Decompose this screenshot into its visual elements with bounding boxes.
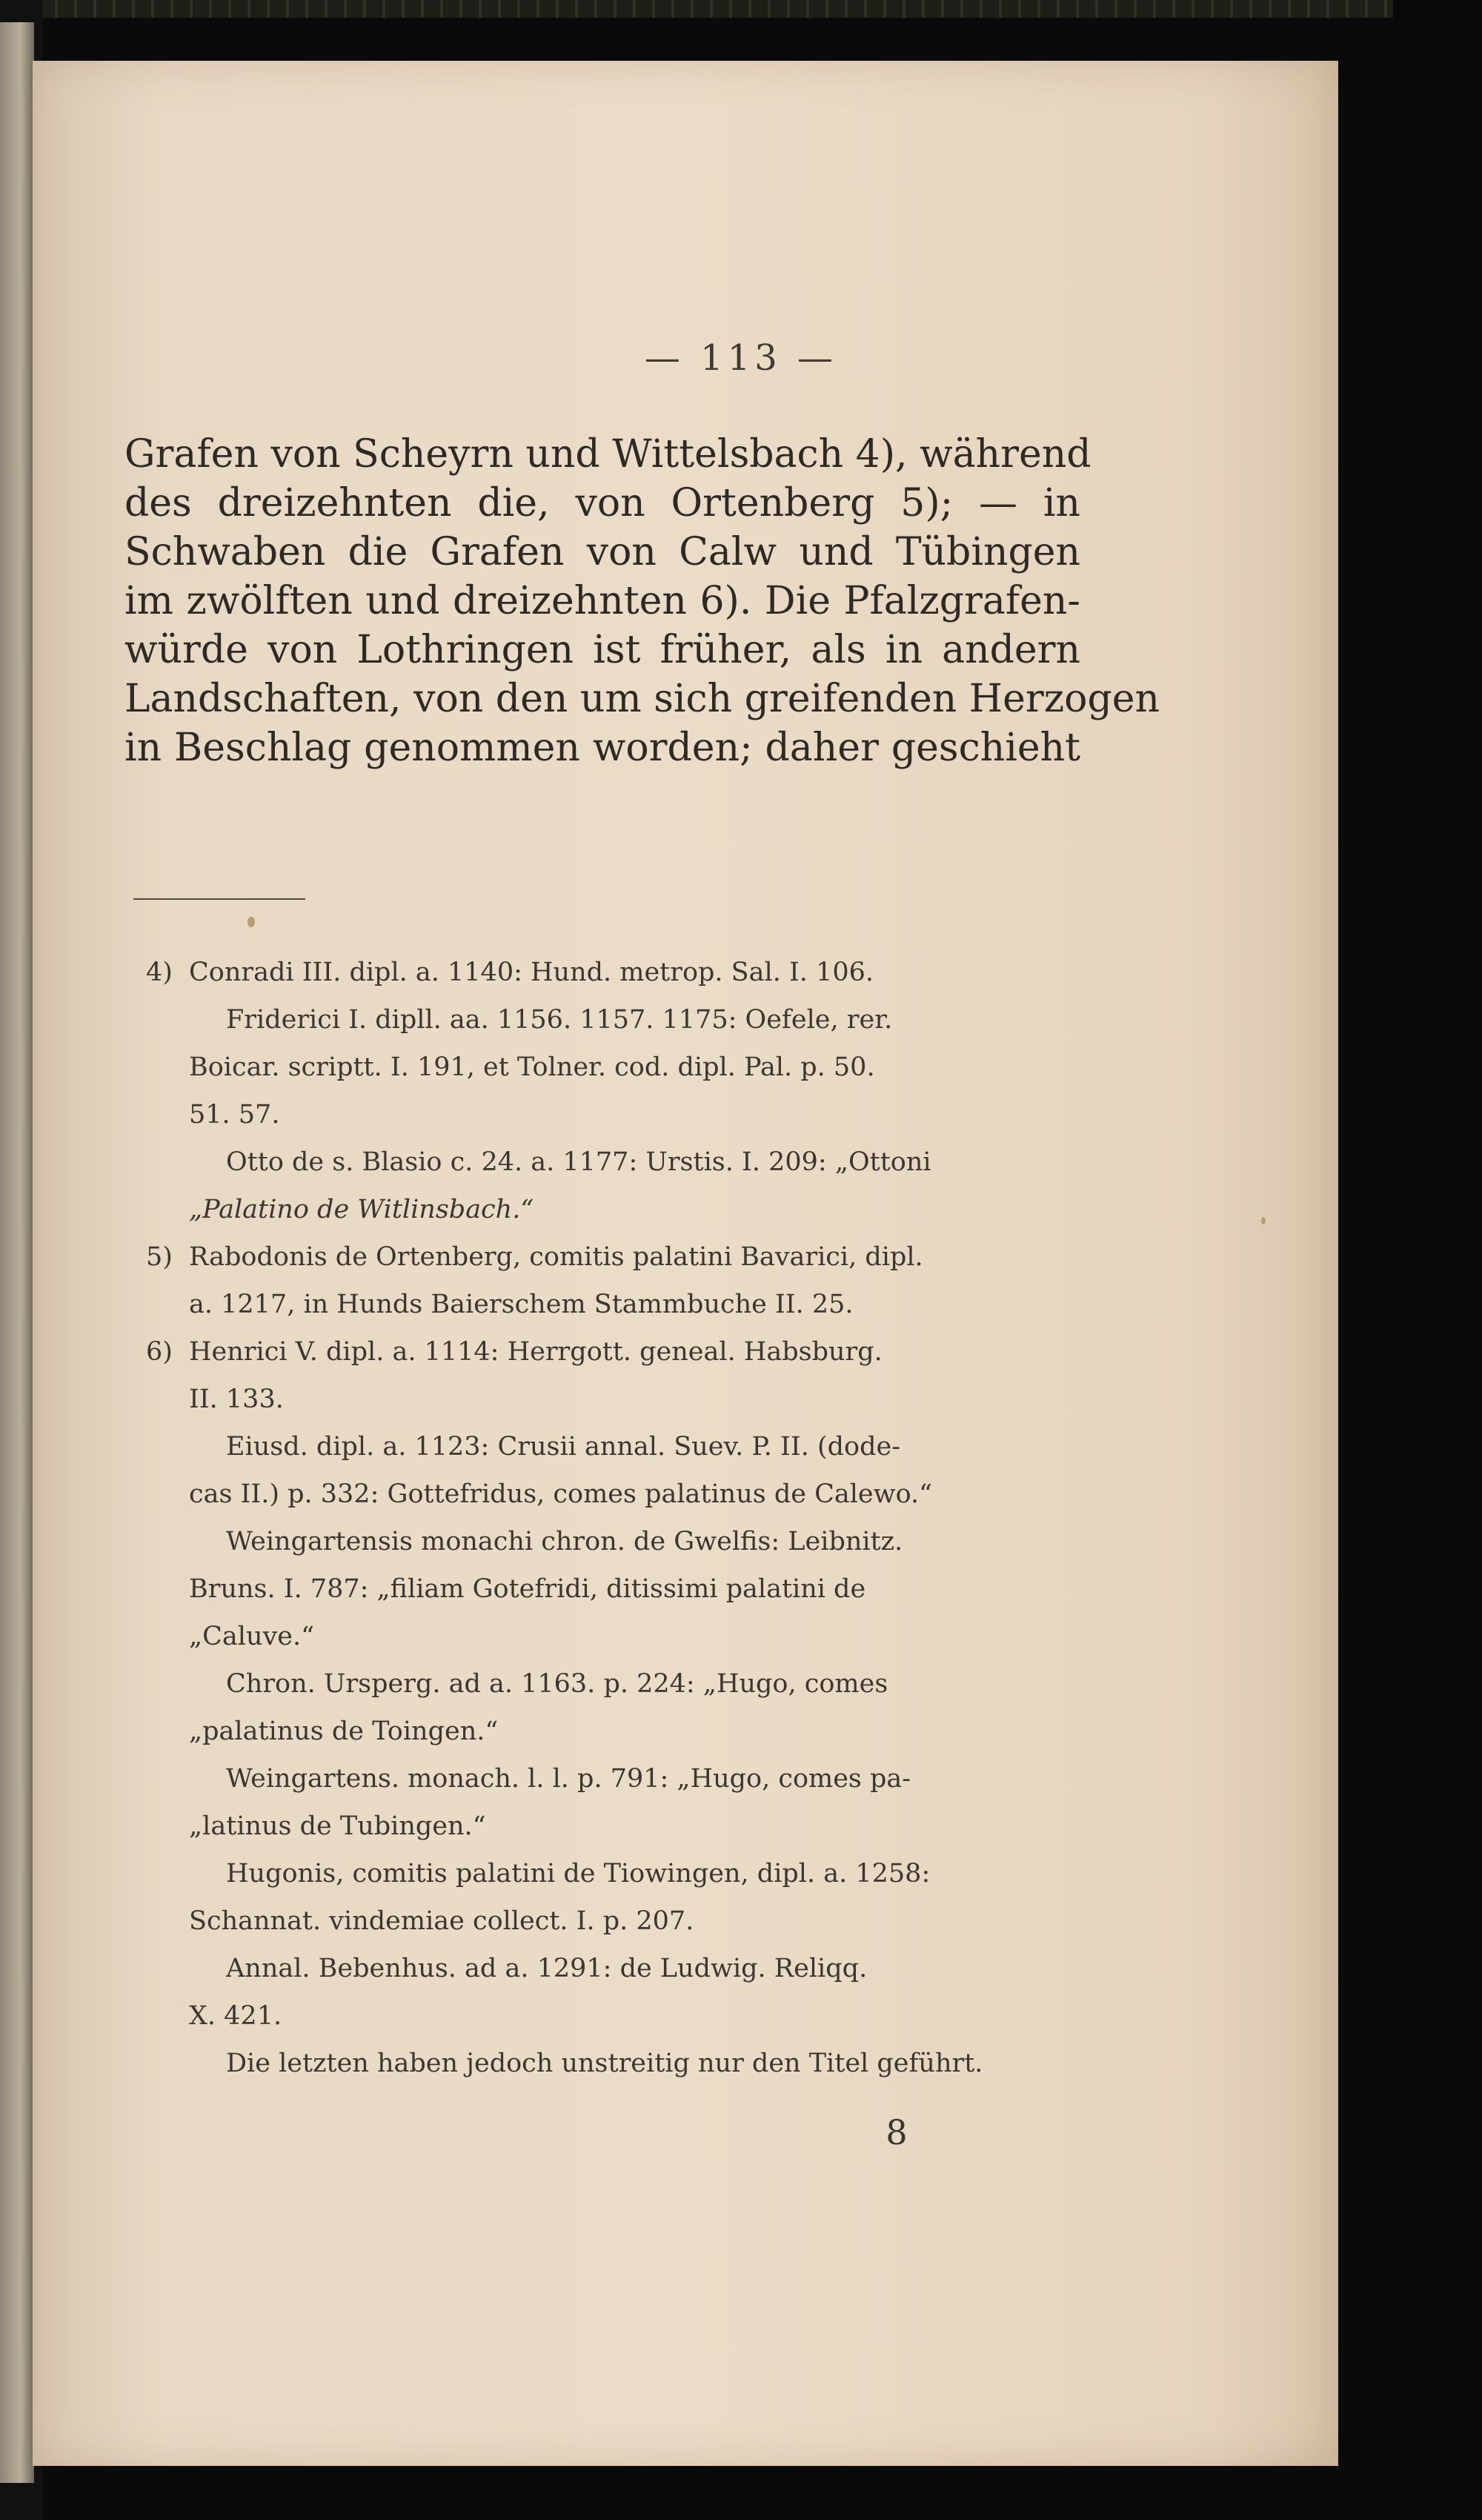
footnote-line [146, 1328, 1093, 1376]
text-line: im zwölften und dreizehnten 6). Die Pfalzgrafen- [124, 579, 1080, 623]
text-line: Grafen von Scheyrn und Wittelsbach 4), während [124, 432, 1091, 477]
footnote-line [189, 1850, 1093, 1897]
footnote-text: cas II.) p. 332: Gottefridus, comes palatinus de Calewo.“ [189, 1479, 933, 1509]
footnote-line [189, 1660, 1093, 1708]
footnote-text: a. 1217, in Hunds Baierschem Stammbuche II. 25. [189, 1290, 854, 1319]
ink-spot [1261, 1217, 1266, 1224]
footnote-text: Henrici V. dipl. a. 1114: Herrgott. geneal. Habsburg. [189, 1337, 883, 1367]
adjacent-page-edge [0, 22, 34, 2483]
footnote-text: Rabodonis de Ortenberg, comitis palatini Bavarici, dipl. [189, 1242, 923, 1272]
footnote-text: Conradi III. dipl. a. 1140: Hund. metrop. Sal. I. 106. [189, 958, 874, 987]
footnote-number: 4) [146, 958, 173, 987]
footnote-number: 6) [146, 1337, 173, 1367]
footnote-text: Friderici I. dipll. aa. 1156. 1157. 1175: Oefele, rer. [226, 1005, 893, 1035]
footnote-text: II. 133. [189, 1385, 284, 1414]
footnote-text: „Caluve.“ [189, 1622, 315, 1651]
footnote-line [189, 1044, 1093, 1091]
text-line: Landschaften, von den um sich greifenden Herzogen [124, 677, 1160, 721]
footnote-line [189, 1945, 1093, 1992]
footnote-line [146, 1233, 1093, 1281]
footnote-line [189, 1708, 1093, 1755]
footnote-text: X. 421. [189, 2001, 282, 2031]
footnote-text: Die letzten haben jedoch unstreitig nur den Titel geführt. [226, 2049, 983, 2078]
footnote-line [189, 1803, 1093, 1850]
footnote-text: „palatinus de Toingen.“ [189, 1717, 499, 1746]
footnote-line [189, 2040, 1093, 2087]
page-number-header: — 113 — [644, 337, 838, 379]
signature-mark: 8 [885, 2112, 908, 2152]
text-line: würde von Lothringen ist früher, als in andern [124, 628, 1080, 672]
footnote-line [189, 1186, 1093, 1233]
footnote-text: Bruns. I. 787: „filiam Gotefridi, ditissimi palatini de [189, 1574, 866, 1604]
footnote-text: „latinus de Tubingen.“ [189, 1811, 486, 1841]
footnotes [146, 949, 1093, 2087]
text-line: in Beschlag genommen worden; daher geschieht [124, 726, 1080, 770]
footnote-text: Weingartensis monachi chron. de Gwelfis: Leibnitz. [226, 1527, 903, 1556]
footnote-text: Weingartens. monach. l. l. p. 791: „Hugo, comes pa- [226, 1764, 911, 1794]
footnote-text: 51. 57. [189, 1100, 280, 1130]
footnote-text: Chron. Ursperg. ad a. 1163. p. 224: „Hugo, comes [226, 1669, 888, 1699]
footnote-text: Eiusd. dipl. a. 1123: Crusii annal. Suev. P. II. (dode- [226, 1432, 901, 1462]
text-line: Schwaben die Grafen von Calw und Tübingen [124, 530, 1080, 574]
footnote-line [189, 1281, 1093, 1328]
footnote-separator [133, 898, 305, 900]
footnote-line [189, 1470, 1093, 1518]
footnote-text: Boicar. scriptt. I. 191, et Tolner. cod. dipl. Pal. p. 50. [189, 1052, 875, 1082]
footnote-text: Otto de s. Blasio c. 24. a. 1177: Urstis. I. 209: „Ottoni [226, 1147, 931, 1177]
footnote-text: Schannat. vindemiae collect. I. p. 207. [189, 1906, 694, 1936]
footnote-line [189, 1138, 1093, 1186]
footnote-line [189, 1518, 1093, 1565]
footnote-line [189, 1613, 1093, 1660]
footnote-text: „Palatino de Witlinsbach.“ [189, 1195, 534, 1224]
footnote-text: Annal. Bebenhus. ad a. 1291: de Ludwig. Reliqq. [226, 1954, 868, 1983]
footnote-line [189, 1992, 1093, 2040]
text-line: des dreizehnten die, von Ortenberg 5); — in [124, 481, 1080, 525]
main-text [124, 430, 1160, 772]
footnote-line [189, 1091, 1093, 1138]
footnote-text: Hugonis, comitis palatini de Tiowingen, dipl. a. 1258: [226, 1859, 931, 1889]
footnote-number: 5) [146, 1242, 173, 1272]
footnote-line [189, 1423, 1093, 1470]
ink-spot [247, 917, 255, 927]
footnote-line [189, 1565, 1093, 1613]
film-edge-strip [0, 0, 1482, 18]
footnote-line [189, 1376, 1093, 1423]
footnote-line [189, 1897, 1093, 1945]
footnote-line [146, 949, 1093, 996]
footnote-line [189, 996, 1093, 1044]
footnote-line [189, 1755, 1093, 1803]
